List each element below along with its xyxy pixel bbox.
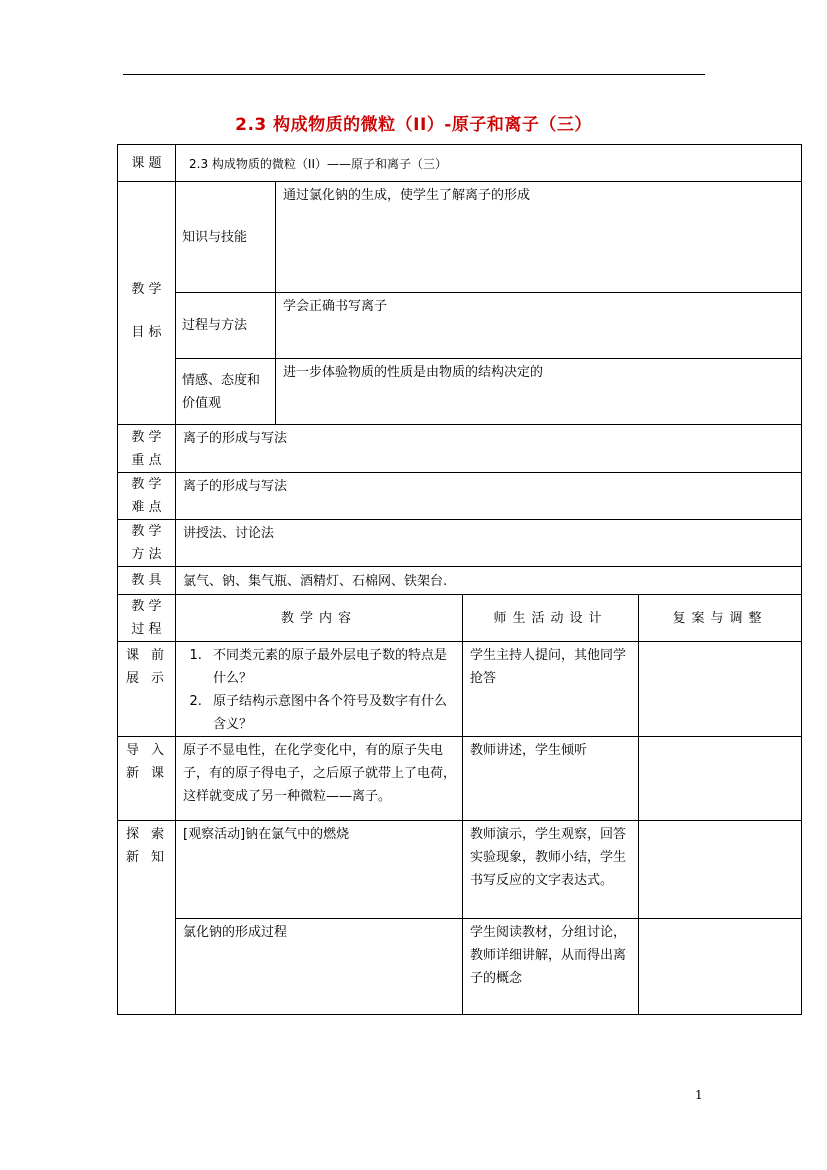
objective-category-process: 过程与方法 xyxy=(176,293,276,359)
equipment-label: 教 具 xyxy=(118,567,176,595)
equipment-value: 氯气、钠、集气瓶、酒精灯、石棉网、铁架台. xyxy=(176,567,802,595)
document-title: 2.3 构成物质的微粒（II）-原子和离子（三） xyxy=(235,115,592,135)
methods-label: 教 学 方 法 xyxy=(118,520,176,567)
page-number: 1 xyxy=(695,1088,703,1102)
objective-content-process: 学会正确书写离子 xyxy=(276,293,802,359)
methods-value: 讲授法、讨论法 xyxy=(176,520,802,567)
stage-label-explore: 探 索 新 知 xyxy=(118,821,176,1015)
stage-activity-preview: 学生主持人提问，其他同学抢答 xyxy=(463,642,639,737)
objective-category-attitude: 情感、态度和价值观 xyxy=(176,359,276,425)
objectives-label: 教 学 目 标 xyxy=(118,182,176,425)
stage-review-preview xyxy=(639,642,802,737)
stage-label-intro: 导 入 新 课 xyxy=(118,737,176,821)
stage-activity-explore: 教师演示，学生观察，回答实验现象，教师小结，学生书写反应的文字表达式。 xyxy=(463,821,639,919)
stage-review-nacl xyxy=(639,919,802,1015)
objective-category-knowledge: 知识与技能 xyxy=(176,182,276,293)
process-label: 教 学 过 程 xyxy=(118,595,176,642)
objective-content-attitude: 进一步体验物质的性质是由物质的结构决定的 xyxy=(276,359,802,425)
list-item: 2. 原子结构示意图中各个符号及数字有什么含义？ xyxy=(206,690,456,736)
stage-review-explore xyxy=(639,821,802,919)
objective-content-knowledge: 通过氯化钠的生成，使学生了解离子的形成 xyxy=(276,182,802,293)
topic-label: 课 题 xyxy=(118,145,176,182)
difficulties-value: 离子的形成与写法 xyxy=(176,473,802,520)
list-item: 1. 不同类元素的原子最外层电子数的特点是什么？ xyxy=(206,644,456,690)
header-rule xyxy=(123,74,705,75)
key-points-label: 教 学 重 点 xyxy=(118,425,176,473)
difficulties-label: 教 学 难 点 xyxy=(118,473,176,520)
column-header-review: 复案与调整 xyxy=(639,595,802,642)
stage-content-intro: 原子不显电性，在化学变化中，有的原子失电子，有的原子得电子，之后原子就带上了电荷，这样就变成了另一种微粒——离子。 xyxy=(176,737,463,821)
stage-activity-nacl: 学生阅读教材，分组讨论，教师详细讲解，从而得出离子的概念 xyxy=(463,919,639,1015)
stage-label-preview: 课 前 展 示 xyxy=(118,642,176,737)
lesson-plan-table xyxy=(117,144,802,1015)
stage-content-explore: [观察活动]钠在氯气中的燃烧 xyxy=(176,821,463,919)
stage-content-preview xyxy=(176,642,463,737)
stage-content-nacl: 氯化钠的形成过程 xyxy=(176,919,463,1015)
column-header-content: 教学内容 xyxy=(176,595,463,642)
stage-activity-intro: 教师讲述，学生倾听 xyxy=(463,737,639,821)
stage-review-intro xyxy=(639,737,802,821)
column-header-activity: 师生活动设计 xyxy=(463,595,639,642)
key-points-value: 离子的形成与写法 xyxy=(176,425,802,473)
preview-question-list xyxy=(183,644,456,736)
topic-value: 2.3 构成物质的微粒（II）——原子和离子（三） xyxy=(176,145,802,182)
